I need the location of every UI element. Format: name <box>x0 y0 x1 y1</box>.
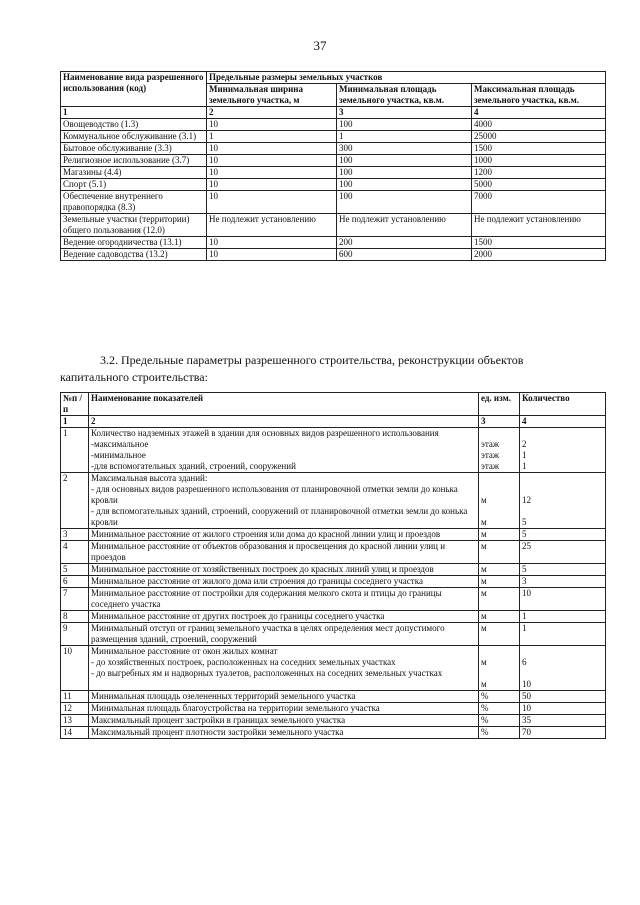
indicator-name: Минимальное расстояние от объектов образования и просвещения до красной линии улиц и проездов <box>91 541 446 562</box>
min-width-cell: 10 <box>207 179 337 191</box>
header-use-type: Наименование вида разрешенного использования (код) <box>61 72 207 107</box>
table-row <box>61 646 606 691</box>
indicator-sub-item: -максимальное <box>91 439 149 449</box>
indicator-sub-item: -для вспомогательных зданий, строений, сооружений <box>91 461 296 471</box>
indicator-name: Минимальное расстояние от постройки для содержания мелкого скота и птицы до границы соседнего участка <box>91 588 442 609</box>
row-number-cell: 5 <box>61 564 89 576</box>
construction-parameters-table <box>60 392 606 739</box>
use-type-cell: Коммунальное обслуживание (3.1) <box>61 131 207 143</box>
unit-cell: м <box>479 576 520 588</box>
quantity-cell <box>520 473 606 529</box>
unit-value: м <box>481 657 487 667</box>
quantity-cell: 3 <box>520 576 606 588</box>
use-type-cell: Спорт (5.1) <box>61 179 207 191</box>
min-width-cell: 10 <box>207 143 337 155</box>
indicator-sub-item: - до хозяйственных построек, расположенных на соседних земельных участках <box>91 657 396 667</box>
indicator-sub-item: - до выгребных ям и надворных туалетов, расположенных на соседних земельных участках <box>91 668 443 678</box>
indicator-cell <box>89 703 479 715</box>
table-row <box>61 191 606 214</box>
quantity-value: 5 <box>522 517 527 527</box>
table-row <box>61 727 606 739</box>
min-area-cell: 100 <box>337 119 472 131</box>
land-plot-sizes-table <box>60 71 606 261</box>
min-width-cell: 10 <box>207 167 337 179</box>
min-area-cell: 300 <box>337 143 472 155</box>
header-unit: ед. изм. <box>479 393 520 416</box>
unit-cell <box>479 428 520 473</box>
header-group: Предельные размеры земельных участков <box>207 72 606 84</box>
table-row <box>61 564 606 576</box>
indicator-cell <box>89 541 479 564</box>
table-row <box>61 715 606 727</box>
col-num: 2 <box>207 107 337 119</box>
indicator-cell <box>89 727 479 739</box>
table-row <box>61 703 606 715</box>
quantity-value: 1 <box>522 461 527 471</box>
indicator-cell <box>89 473 479 529</box>
use-type-cell: Ведение огородничества (13.1) <box>61 237 207 249</box>
section-paragraph <box>60 352 605 386</box>
row-number-cell: 10 <box>61 646 89 691</box>
row-number-cell: 4 <box>61 541 89 564</box>
quantity-value: 2 <box>522 439 527 449</box>
quantity-value: 1 <box>522 450 527 460</box>
quantity-cell: 10 <box>520 703 606 715</box>
min-area-cell: 100 <box>337 179 472 191</box>
column-numbers-row <box>61 416 606 428</box>
row-number-cell: 14 <box>61 727 89 739</box>
table-row <box>61 529 606 541</box>
table-row <box>61 611 606 623</box>
min-width-cell: Не подлежит установлению <box>207 214 337 237</box>
quantity-cell: 10 <box>520 588 606 611</box>
min-area-cell: 100 <box>337 191 472 214</box>
indicator-name: Максимальный процент плотности застройки земельного участка <box>91 727 344 737</box>
row-number-cell: 6 <box>61 576 89 588</box>
indicator-cell <box>89 588 479 611</box>
header-quantity: Количество <box>520 393 606 416</box>
quantity-cell: 1 <box>520 623 606 646</box>
unit-cell <box>479 473 520 529</box>
col-num: 1 <box>61 107 207 119</box>
indicator-sub-item: - для основных видов разрешенного использования от планировочной отметки земли до конька кровли <box>91 484 458 505</box>
row-number-cell: 12 <box>61 703 89 715</box>
table-row <box>61 155 606 167</box>
indicator-name: Минимальный отступ от границ земельного участка в целях определения мест допустимого размещения зданий, строений, сооружений <box>91 623 445 644</box>
min-width-cell: 10 <box>207 191 337 214</box>
unit-cell: м <box>479 588 520 611</box>
unit-cell: % <box>479 727 520 739</box>
indicator-name: Минимальное расстояние от жилого дома или строения до границы соседнего участка <box>91 576 423 586</box>
min-width-cell: 10 <box>207 155 337 167</box>
indicator-cell <box>89 576 479 588</box>
max-area-cell: 5000 <box>472 179 606 191</box>
indicator-sub-item: -минимальное <box>91 450 146 460</box>
table-row <box>61 143 606 155</box>
table-row <box>61 119 606 131</box>
table-row <box>61 167 606 179</box>
max-area-cell: 25000 <box>472 131 606 143</box>
indicator-name: Минимальное расстояние от окон жилых комнат <box>91 646 278 656</box>
unit-cell: м <box>479 611 520 623</box>
col-num: 3 <box>337 107 472 119</box>
indicator-name: Минимальная площадь благоустройства на территории земельного участка <box>91 703 380 713</box>
indicator-cell <box>89 611 479 623</box>
unit-cell: % <box>479 691 520 703</box>
use-type-cell: Бытовое обслуживание (3.3) <box>61 143 207 155</box>
min-area-cell: 600 <box>337 249 472 261</box>
table-row <box>61 214 606 237</box>
col-num: 4 <box>472 107 606 119</box>
quantity-cell: 25 <box>520 541 606 564</box>
col-num: 1 <box>61 416 89 428</box>
unit-value: м <box>481 517 487 527</box>
table-row <box>61 179 606 191</box>
quantity-cell: 70 <box>520 727 606 739</box>
quantity-cell <box>520 646 606 691</box>
indicator-name: Минимальное расстояние от жилого строения или дома до красной линии улиц и проездов <box>91 529 441 539</box>
table-row <box>61 623 606 646</box>
col-num: 4 <box>520 416 606 428</box>
row-number-cell: 2 <box>61 473 89 529</box>
table-header-row <box>61 393 606 416</box>
paragraph-line-1: 3.2. Предельные параметры разрешенного строительства, реконструкции объектов <box>100 353 524 367</box>
quantity-value: 12 <box>522 495 531 505</box>
row-number-cell: 3 <box>61 529 89 541</box>
unit-cell: % <box>479 715 520 727</box>
indicator-name: Максимальная высота зданий: <box>91 473 208 483</box>
unit-cell: м <box>479 529 520 541</box>
use-type-cell: Магазины (4.4) <box>61 167 207 179</box>
row-number-cell: 11 <box>61 691 89 703</box>
indicator-name: Минимальное расстояние от хозяйственных построек до красных линий улиц и проездов <box>91 564 434 574</box>
min-area-cell: 200 <box>337 237 472 249</box>
row-number-cell: 1 <box>61 428 89 473</box>
quantity-value: 6 <box>522 657 527 667</box>
use-type-cell: Овощеводство (1.3) <box>61 119 207 131</box>
indicator-sub-item: - для вспомогательных зданий, строений, сооружений от планировочной отметки земли до конька кровли <box>91 506 468 527</box>
min-area-cell: 100 <box>337 167 472 179</box>
unit-value: м <box>481 495 487 505</box>
indicator-name: Минимальная площадь озелененных территорий земельного участка <box>91 691 356 701</box>
header-max-area: Максимальная площадь земельного участка, кв.м. <box>472 84 606 107</box>
unit-cell <box>479 646 520 691</box>
row-number-cell: 7 <box>61 588 89 611</box>
quantity-cell: 5 <box>520 564 606 576</box>
table-row <box>61 691 606 703</box>
indicator-name: Максимальный процент застройки в границах земельного участка <box>91 715 346 725</box>
unit-cell: м <box>479 564 520 576</box>
unit-value: этаж <box>481 450 500 460</box>
column-numbers-row <box>61 107 606 119</box>
table-row <box>61 237 606 249</box>
quantity-value: 10 <box>522 679 531 689</box>
max-area-cell: 4000 <box>472 119 606 131</box>
use-type-cell: Ведение садоводства (13.2) <box>61 249 207 261</box>
header-indicator: Наименование показателей <box>89 393 479 416</box>
unit-cell: м <box>479 541 520 564</box>
use-type-cell: Земельные участки (территории) общего пользования (12.0) <box>61 214 207 237</box>
use-type-cell: Религиозное использование (3.7) <box>61 155 207 167</box>
indicator-cell <box>89 691 479 703</box>
table-row <box>61 131 606 143</box>
max-area-cell: 1500 <box>472 237 606 249</box>
header-num: №п /п <box>61 393 89 416</box>
indicator-cell <box>89 564 479 576</box>
unit-value: м <box>481 679 487 689</box>
unit-value: этаж <box>481 439 500 449</box>
table-row <box>61 473 606 529</box>
unit-cell: % <box>479 703 520 715</box>
row-number-cell: 13 <box>61 715 89 727</box>
min-width-cell: 10 <box>207 237 337 249</box>
indicator-cell <box>89 715 479 727</box>
table-header-row <box>61 72 606 84</box>
unit-cell: м <box>479 623 520 646</box>
indicator-cell <box>89 428 479 473</box>
header-min-area: Минимальная площадь земельного участка, кв.м. <box>337 84 472 107</box>
header-min-width: Минимальная ширина земельного участка, м <box>207 84 337 107</box>
row-number-cell: 8 <box>61 611 89 623</box>
col-num: 2 <box>89 416 479 428</box>
max-area-cell: 1200 <box>472 167 606 179</box>
max-area-cell: 2000 <box>472 249 606 261</box>
quantity-cell <box>520 428 606 473</box>
col-num: 3 <box>479 416 520 428</box>
quantity-cell: 5 <box>520 529 606 541</box>
table-row <box>61 249 606 261</box>
indicator-cell <box>89 623 479 646</box>
min-width-cell: 10 <box>207 249 337 261</box>
page-number: 37 <box>313 38 327 53</box>
unit-value: этаж <box>481 461 500 471</box>
row-number-cell: 9 <box>61 623 89 646</box>
paragraph-line-2: капитального строительства: <box>60 370 208 384</box>
table-row <box>61 541 606 564</box>
indicator-cell <box>89 529 479 541</box>
table-row <box>61 428 606 473</box>
table-row <box>61 576 606 588</box>
indicator-name: Минимальное расстояние от других построек до границы соседнего участка <box>91 611 385 621</box>
min-area-cell: 100 <box>337 155 472 167</box>
quantity-cell: 50 <box>520 691 606 703</box>
min-area-cell: Не подлежит установлению <box>337 214 472 237</box>
table-row <box>61 588 606 611</box>
max-area-cell: 1000 <box>472 155 606 167</box>
max-area-cell: Не подлежит установлению <box>472 214 606 237</box>
min-area-cell: 1 <box>337 131 472 143</box>
indicator-cell <box>89 646 479 691</box>
indicator-name: Количество надземных этажей в здании для основных видов разрешенного использования <box>91 428 439 438</box>
use-type-cell: Обеспечение внутреннего правопорядка (8.3) <box>61 191 207 214</box>
max-area-cell: 7000 <box>472 191 606 214</box>
quantity-cell: 1 <box>520 611 606 623</box>
min-width-cell: 1 <box>207 131 337 143</box>
max-area-cell: 1500 <box>472 143 606 155</box>
min-width-cell: 10 <box>207 119 337 131</box>
quantity-cell: 35 <box>520 715 606 727</box>
